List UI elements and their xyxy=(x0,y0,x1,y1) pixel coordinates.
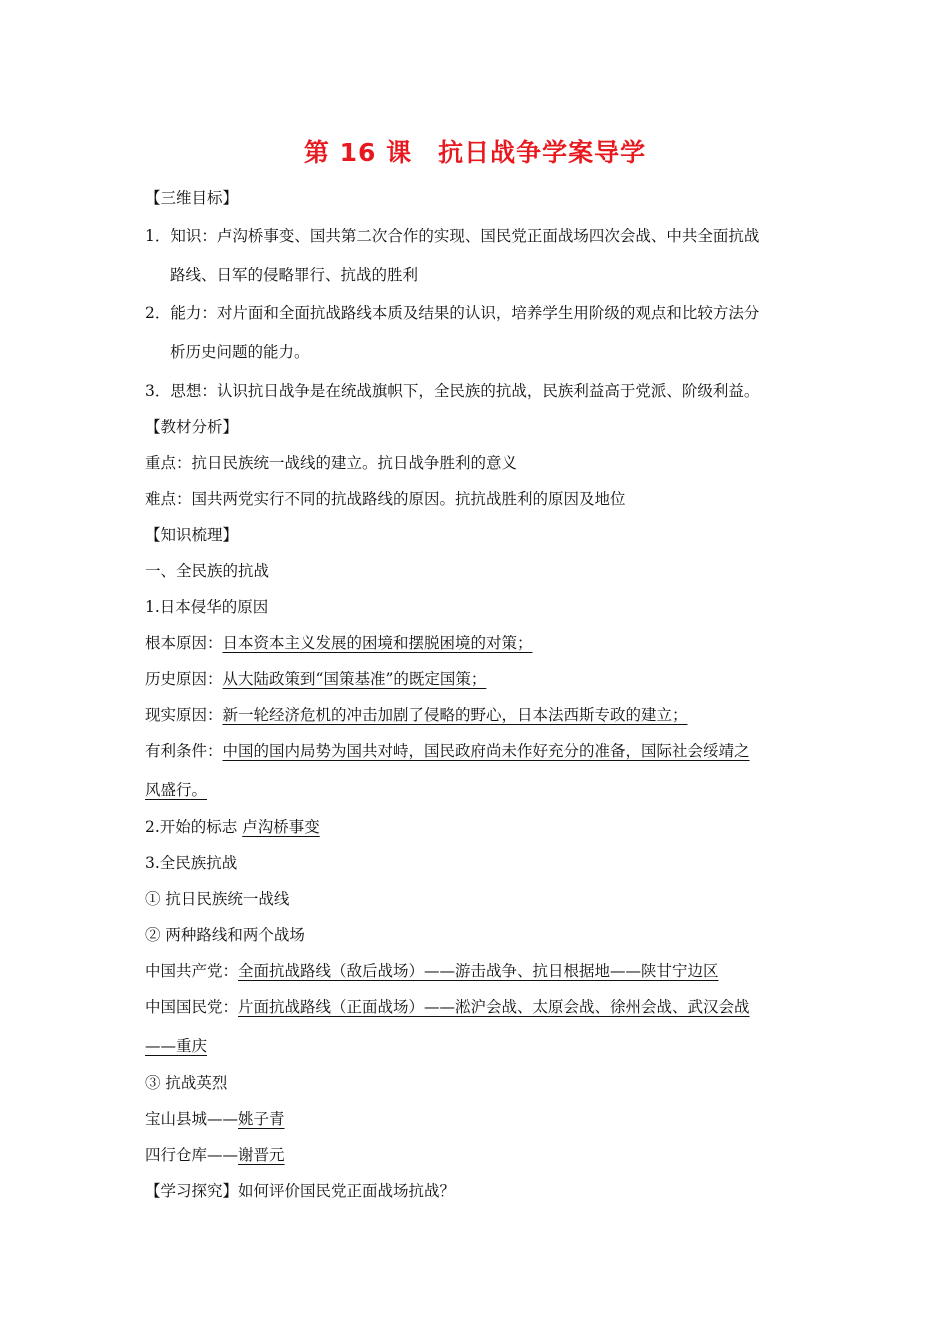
cause-fundamental: 根本原因：日本资本主义发展的困境和摆脱困境的对策； xyxy=(145,634,533,652)
objective-knowledge: 1．知识：卢沟桥事变、国共第二次合作的实现、国民党正面战场四次会战、中共全面抗战 xyxy=(145,227,760,245)
cause-realistic: 现实原因：新一轮经济危机的冲击加剧了侵略的野心，日本法西斯专政的建立； xyxy=(145,706,688,724)
list-item: ① 抗日民族统一战线 xyxy=(145,890,290,908)
key-point: 重点：抗日民族统一战线的建立。抗日战争胜利的意义 xyxy=(145,454,518,472)
hero-entry: 宝山县城——姚子青 xyxy=(145,1110,285,1128)
subsection-heading: 一、全民族的抗战 xyxy=(145,562,270,580)
list-item: ③ 抗战英烈 xyxy=(145,1074,228,1092)
start-marker: 2.开始的标志 卢沟桥事变 xyxy=(145,818,320,836)
objective-thought: 3．思想：认识抗日战争是在统战旗帜下，全民族的抗战，民族利益高于党派、阶级利益。 xyxy=(145,382,760,400)
list-item: ② 两种路线和两个战场 xyxy=(145,926,305,944)
kmt-line: 中国国民党：片面抗战路线（正面战场）——淞沪会战、太原会战、徐州会战、武汉会战 xyxy=(145,998,750,1016)
difficult-point: 难点：国共两党实行不同的抗战路线的原因。抗抗战胜利的原因及地位 xyxy=(145,490,626,508)
list-item-heading: 3.全民族抗战 xyxy=(145,854,238,872)
page-title: 第 16 课 抗日战争学案导学 xyxy=(303,138,647,167)
objective-knowledge-cont: 路线、日军的侵略罪行、抗战的胜利 xyxy=(170,266,419,284)
cpc-line: 中国共产党：全面抗战路线（敌后战场）——游击战争、抗日根据地——陕甘宁边区 xyxy=(145,962,719,980)
objective-ability-cont: 析历史问题的能力。 xyxy=(170,343,310,361)
section-heading-analysis: 【教材分析】 xyxy=(145,418,239,436)
favorable-conditions-cont: 风盛行。 xyxy=(145,781,208,799)
study-inquiry: 【学习探究】如何评价国民党正面战场抗战？ xyxy=(145,1182,456,1200)
cause-historical: 历史原因：从大陆政策到“国策基准”的既定国策； xyxy=(145,670,487,688)
list-item-heading: 1.日本侵华的原因 xyxy=(145,598,269,616)
kmt-line-cont: ——重庆 xyxy=(145,1037,208,1055)
objective-ability: 2．能力：对片面和全面抗战路线本质及结果的认识，培养学生用阶级的观点和比较方法分 xyxy=(145,304,760,322)
section-heading-knowledge: 【知识梳理】 xyxy=(145,526,239,544)
section-heading-objectives: 【三维目标】 xyxy=(145,189,239,207)
favorable-conditions: 有利条件：中国的国内局势为国共对峙，国民政府尚未作好充分的准备，国际社会绥靖之 xyxy=(145,742,750,760)
hero-entry: 四行仓库——谢晋元 xyxy=(145,1146,285,1164)
